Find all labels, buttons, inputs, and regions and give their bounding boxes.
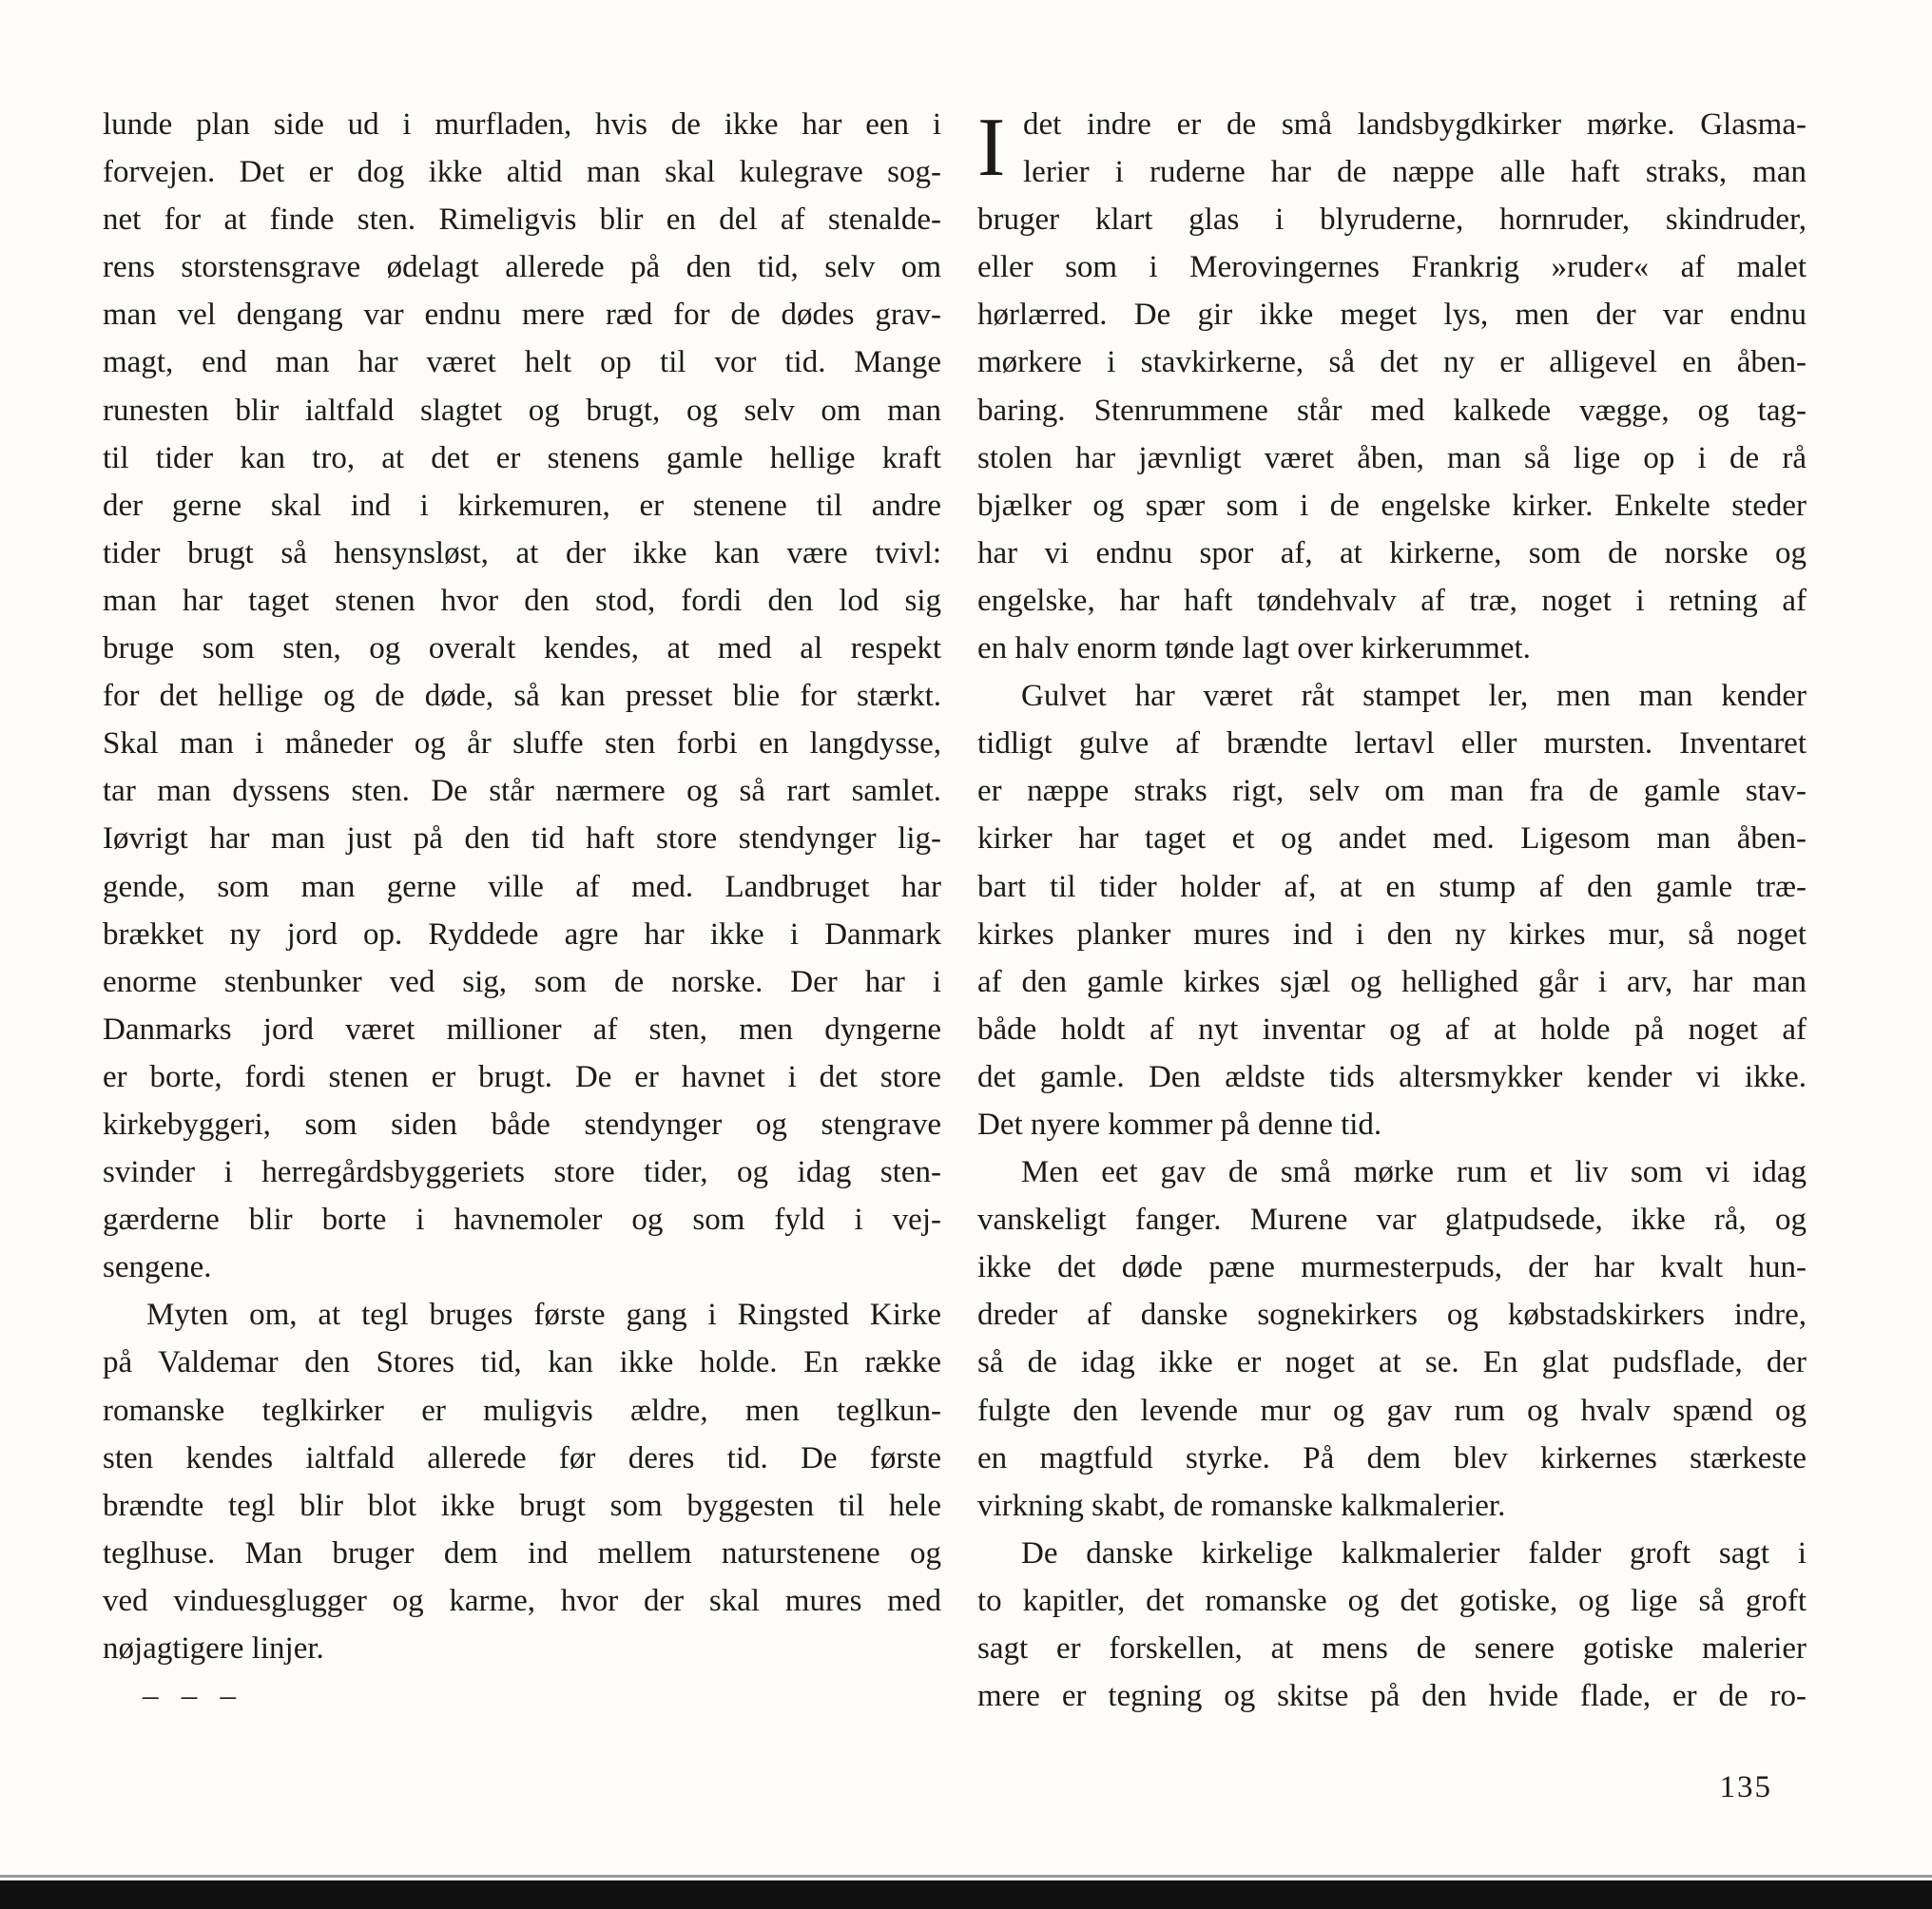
text-line: man vel dengang var endnu mere ræd for de dødes grav- xyxy=(103,298,941,333)
text-line: for det hellige og de døde, så kan presset blie for stærkt. xyxy=(103,679,941,714)
text-line: bjælker og spær som i de engelske kirker. Enkelte steder xyxy=(977,488,1806,523)
text-line: romanske teglkirker er muligvis ældre, men teglkun- xyxy=(103,1393,941,1428)
drop-cap: I xyxy=(977,102,1006,194)
text-line: en halv enorm tønde lagt over kirkerummet. xyxy=(977,631,1531,666)
text-line: både holdt af nyt inventar og af at holde på noget af xyxy=(977,1012,1806,1047)
text-line: bruger klart glas i blyruderne, hornruder, skindruder, xyxy=(977,202,1806,238)
text-line: er næppe straks rigt, selv om man fra de gamle stav- xyxy=(977,774,1806,809)
text-line: lunde plan side ud i murfladen, hvis de ikke har een i xyxy=(103,107,941,142)
text-line: sagt er forskellen, at mens de senere gotiske malerier xyxy=(977,1631,1806,1666)
text-line: runesten blir ialtfald slagtet og brugt, og selv om man xyxy=(103,393,941,428)
text-line: bruge som sten, og overalt kendes, at med al respekt xyxy=(103,631,941,666)
text-line: Danmarks jord været millioner af sten, men dyngerne xyxy=(103,1012,941,1047)
text-line: fulgte den levende mur og gav rum og hvalv spænd og xyxy=(977,1393,1806,1428)
text-line: Iøvrigt har man just på den tid haft store stendynger lig- xyxy=(103,821,941,857)
text-line: man har taget stenen hvor den stod, fordi den lod sig xyxy=(103,583,941,618)
text-line: sten kendes ialtfald allerede før deres tid. De første xyxy=(103,1440,941,1475)
text-line: sengene. xyxy=(103,1250,212,1285)
text-line: har vi endnu spor af, at kirkerne, som de norske og xyxy=(977,535,1806,570)
text-line: mere er tegning og skitse på den hvide flade, er de ro- xyxy=(977,1679,1806,1714)
text-line: Skal man i måneder og år sluffe sten forbi en langdysse, xyxy=(103,726,941,762)
text-line: så de idag ikke er noget at se. En glat pudsflade, der xyxy=(977,1345,1806,1380)
paragraph-start-line: Gulvet har været råt stampet ler, men man kender xyxy=(1021,679,1806,714)
text-line: teglhuse. Man bruger dem ind mellem naturstenene og xyxy=(103,1535,941,1571)
text-line: net for at finde sten. Rimeligvis blir en del af stenalde- xyxy=(103,202,941,238)
text-line: vanskeligt fanger. Murene var glatpudsede, ikke rå, og xyxy=(977,1203,1806,1238)
text-line: tider brugt så hensynsløst, at der ikke kan være tvivl: xyxy=(103,535,941,570)
text-line: nøjagtigere linjer. xyxy=(103,1631,324,1666)
paragraph-start-line: De danske kirkelige kalkmalerier falder groft sagt i xyxy=(1021,1535,1806,1571)
text-line: brændte tegl blir blot ikke brugt som byggesten til hele xyxy=(103,1488,941,1523)
page-number: 135 xyxy=(1719,1770,1772,1804)
right-column xyxy=(977,101,1806,1720)
text-line: svinder i herregårdsbyggeriets store tider, og idag sten- xyxy=(103,1155,941,1190)
bottom-rule xyxy=(0,1875,1932,1878)
text-line: hørlærred. De gir ikke meget lys, men der var endnu xyxy=(977,298,1806,333)
text-line: ikke det døde pæne murmesterpuds, der har kvalt hun- xyxy=(977,1250,1806,1285)
text-line: ved vinduesglugger og karme, hvor der skal mures med xyxy=(103,1583,941,1618)
text-line: det indre er de små landsbygdkirker mørke. Glasma- xyxy=(1023,107,1806,142)
text-line: det gamle. Den ældste tids altersmykker kender vi ikke. xyxy=(977,1059,1806,1094)
paragraph-start-line: Myten om, at tegl bruges første gang i Ringsted Kirke xyxy=(146,1298,941,1333)
text-line: en magtfuld styrke. På dem blev kirkernes stærkeste xyxy=(977,1440,1806,1475)
text-line: er borte, fordi stenen er brugt. De er havnet i det store xyxy=(103,1059,941,1094)
text-line: eller som i Merovingernes Frankrig »ruder« af malet xyxy=(977,250,1806,285)
text-line: der gerne skal ind i kirkemuren, er stenene til andre xyxy=(103,488,941,523)
text-line: gende, som man gerne ville af med. Landbruget har xyxy=(103,869,941,904)
text-line: baring. Stenrummene står med kalkede vægge, og tag- xyxy=(977,393,1806,428)
text-line: enorme stenbunker ved sig, som de norske. Der har i xyxy=(103,964,941,999)
text-line: rens storstensgrave ødelagt allerede på den tid, selv om xyxy=(103,250,941,285)
text-line: mørkere i stavkirkerne, så det ny er alligevel en åben- xyxy=(977,345,1806,380)
text-line: tidligt gulve af brændte lertavl eller mursten. Inventaret xyxy=(977,726,1806,762)
text-line: til tider kan tro, at det er stenens gamle hellige kraft xyxy=(103,440,941,475)
text-line: forvejen. Det er dog ikke altid man skal kulegrave sog- xyxy=(103,155,941,190)
left-column xyxy=(103,101,941,1720)
text-line: på Valdemar den Stores tid, kan ikke holde. En række xyxy=(103,1345,941,1380)
text-line: bart til tider holder af, at en stump af den gamle træ- xyxy=(977,869,1806,904)
text-line: brækket ny jord op. Ryddede agre har ikke i Danmark xyxy=(103,916,941,952)
text-line: engelske, har haft tøndehvalv af træ, noget i retning af xyxy=(977,583,1806,618)
bottom-edge-bar xyxy=(0,1880,1932,1909)
section-break-dashes: – – – xyxy=(143,1679,243,1714)
text-line: magt, end man har været helt op til vor tid. Mange xyxy=(103,345,941,380)
text-line: kirker har taget et og andet med. Ligesom man åben- xyxy=(977,821,1806,857)
text-line: kirkebyggeri, som siden både stendynger og stengrave xyxy=(103,1107,941,1142)
text-line: stolen har jævnligt været åben, man så lige op i de rå xyxy=(977,440,1806,475)
text-line: Det nyere kommer på denne tid. xyxy=(977,1107,1382,1142)
text-line: tar man dyssens sten. De står nærmere og så rart samlet. xyxy=(103,774,941,809)
text-line: af den gamle kirkes sjæl og hellighed går i arv, har man xyxy=(977,964,1806,999)
text-line: virkning skabt, de romanske kalkmalerier. xyxy=(977,1488,1506,1523)
text-line: gærderne blir borte i havnemoler og som fyld i vej- xyxy=(103,1203,941,1238)
paragraph-start-line: Men eet gav de små mørke rum et liv som vi idag xyxy=(1021,1155,1806,1190)
text-line: to kapitler, det romanske og det gotiske, og lige så groft xyxy=(977,1583,1806,1618)
text-line: dreder af danske sognekirkers og købstadskirkers indre, xyxy=(977,1298,1806,1333)
text-line: lerier i ruderne har de næppe alle haft straks, man xyxy=(1023,155,1806,190)
text-line: kirkes planker mures ind i den ny kirkes mur, så noget xyxy=(977,916,1806,952)
